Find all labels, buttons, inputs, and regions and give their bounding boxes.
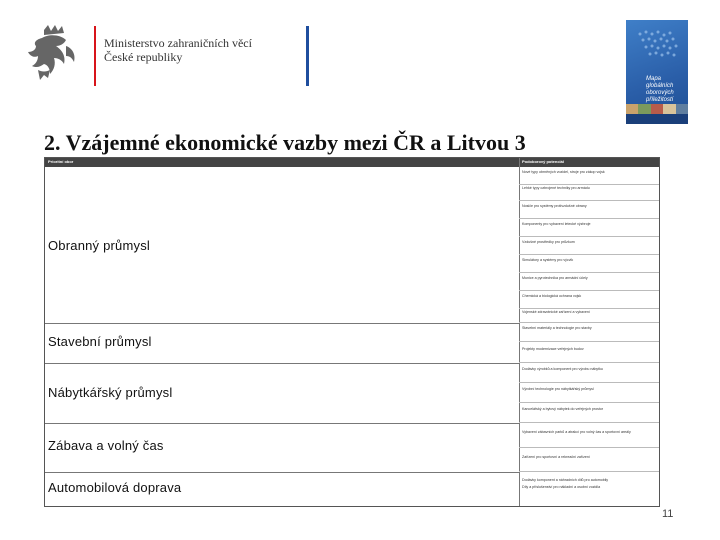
col1-header: Prioritní obor: [48, 159, 74, 164]
ministry-name: [104, 36, 252, 64]
globe-icon: [630, 26, 686, 66]
sector-furniture: Nábytkářský průmysl: [48, 385, 173, 400]
list-item: Vojenské zdravotnické zařízení a vybavení: [519, 310, 659, 323]
list-item: Simulátory a systémy pro výcvik: [519, 258, 659, 273]
col2-header: Podoborový potenciál: [522, 159, 565, 164]
list-item: Chemická a biologická ochrana vojsk: [519, 294, 659, 309]
cover-title-line4: příležitostí: [646, 97, 674, 103]
list-item: Dodávky komponent a náhradních dílů pro automobily: [522, 478, 609, 482]
list-item: Nosiče pro systémy protivzdušné obrany: [519, 204, 659, 219]
row-separator: [45, 423, 519, 424]
ministry-name-line2: České republiky: [104, 50, 183, 64]
list-item: Vybavení zábavních parků a atrakcí pro volný čas a sportovní areály: [519, 430, 659, 448]
sector-leisure: Zábava a volný čas: [48, 438, 164, 453]
list-item: Projekty modernizace veřejných budov: [519, 347, 659, 363]
list-item: Lehké typy ozbrojené techniky pro armádu: [519, 186, 659, 201]
list-item: Dodávky výrobků a komponent pro výrobu nábytku: [519, 367, 659, 383]
sector-automotive: Automobilová doprava: [48, 480, 182, 495]
page-number: 11: [662, 508, 674, 520]
row-separator: [45, 363, 519, 364]
red-accent-bar: [94, 26, 96, 86]
row-separator: [45, 323, 519, 324]
table-header-row: [45, 158, 659, 167]
list-item: Díly a příslušenství pro nákladní a osobní vozidla: [522, 485, 601, 489]
list-item: Vzdušné prostředky pro průzkum: [519, 240, 659, 255]
row-separator: [45, 472, 519, 473]
lion-emblem-icon: [26, 24, 82, 84]
list-item: Zařízení pro sportovní a rekreační zařízení: [519, 455, 659, 472]
list-item: Stavební materiály a technologie pro stavby: [519, 326, 659, 342]
blue-accent-bar: [306, 26, 309, 86]
cover-title-line3: oborových: [646, 90, 674, 96]
ministry-name-line1: Ministerstvo zahraničních věcí: [104, 36, 252, 50]
cover-title-line2: globálních: [646, 83, 674, 89]
sector-defence: Obranný průmysl: [48, 238, 150, 253]
cover-title: [646, 76, 674, 104]
list-item: Kancelářský a bytový nábytek do veřejných prostor: [519, 407, 659, 423]
list-item: Komponenty pro vybavení letecké výzbroje: [519, 222, 659, 237]
cover-footer-band: [626, 114, 688, 124]
list-item: Nové typy obrněných vozidel, stroje pro zákop vojsk: [519, 170, 659, 185]
sector-construction: Stavební průmysl: [48, 334, 152, 349]
page-title: 2. Vzájemné ekonomické vazby mezi ČR a Litvou 3: [44, 130, 526, 155]
sector-table: [44, 157, 660, 507]
cover-title-line1: Mapa: [646, 76, 662, 82]
cover-photo-strip: [626, 104, 688, 114]
list-item: Výrobní technologie pro nábytkářský průmysl: [519, 387, 659, 403]
publication-cover: [626, 20, 688, 124]
list-item: Munice a pyrotechnika pro armádní účely: [519, 276, 659, 291]
